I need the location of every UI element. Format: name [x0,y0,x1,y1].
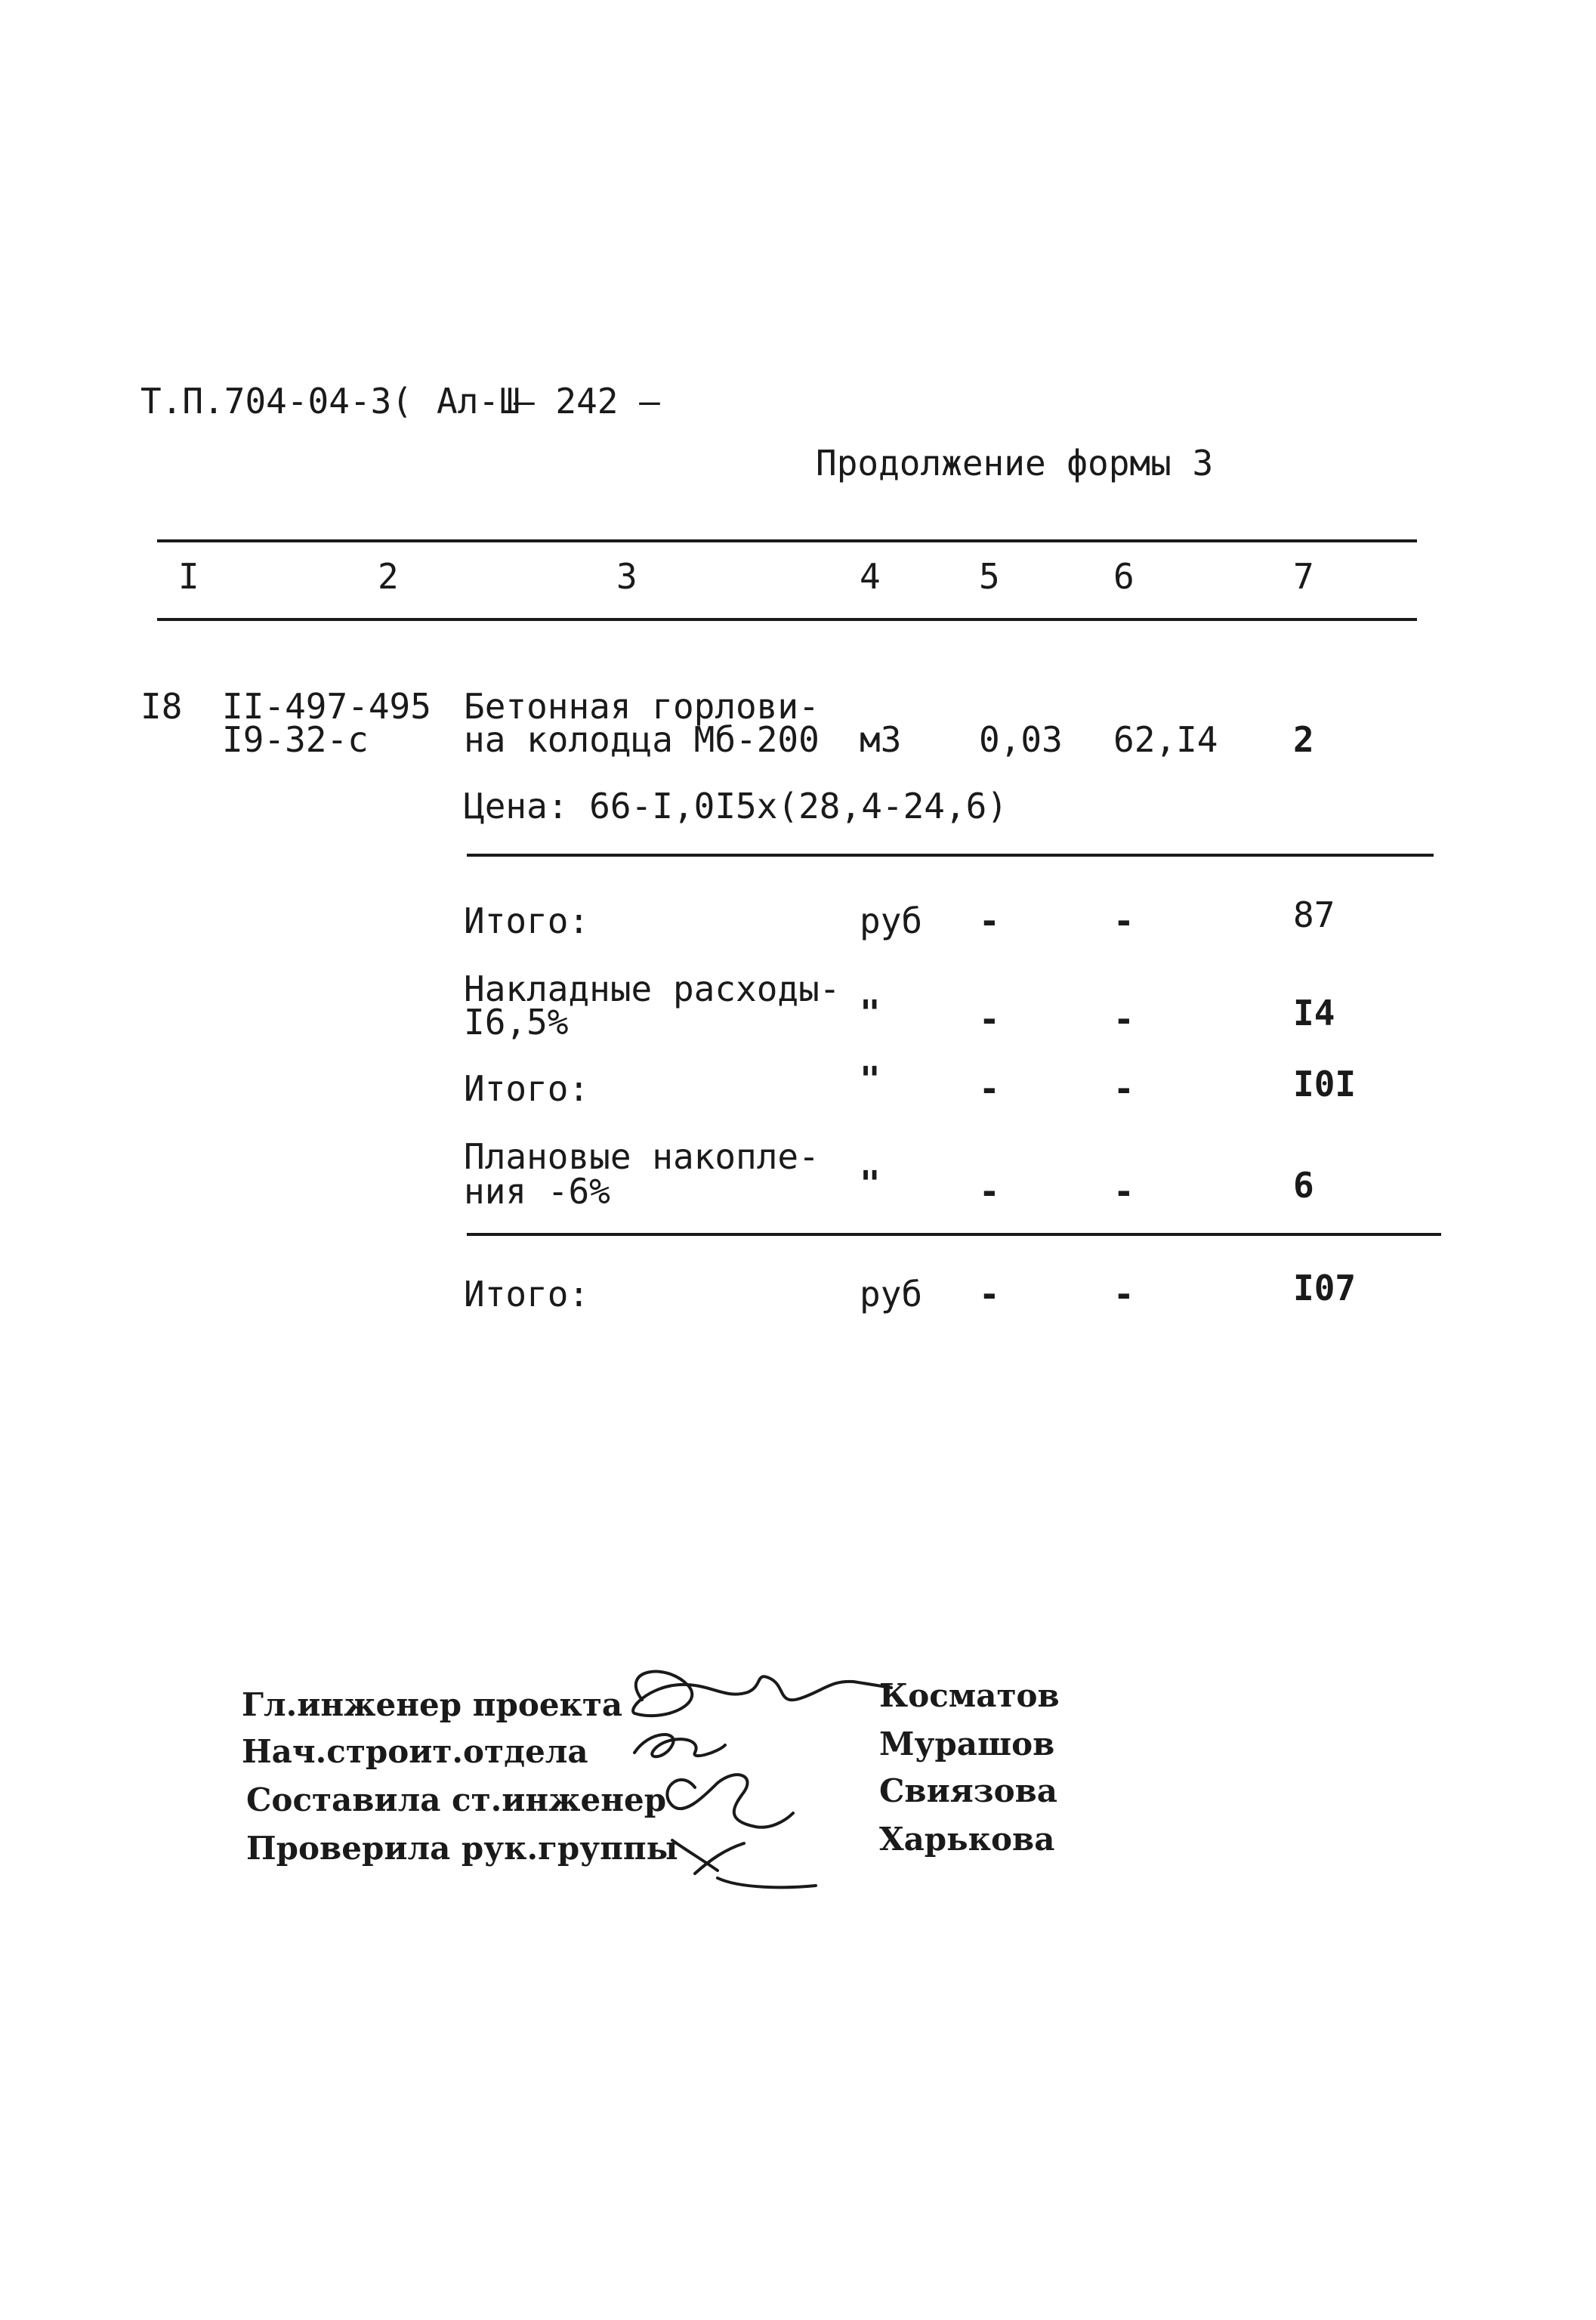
summary-col5: - [979,901,1000,941]
summary-label-line2: ния -6% [464,1171,610,1212]
column-number-6: 6 [1113,556,1134,597]
summary-label: Итого: [464,901,590,941]
column-number-1: I [178,556,199,597]
summary-col5: - [979,999,1000,1040]
summary-col5: - [979,1068,1000,1109]
summary-unit: " [860,1163,881,1204]
summary-col6: - [1113,1068,1134,1109]
signature-role: Гл.инженер проекта [242,1686,623,1723]
summary-col6: - [1113,901,1134,941]
summary-total: I4 [1293,993,1335,1033]
signature-name: Мурашов [879,1725,1055,1762]
signature-role: Составила ст.инженер [246,1781,667,1818]
signature-name: Косматов [879,1677,1060,1714]
item-name-line2: на колодца Мб-200 [464,719,820,760]
column-number-2: 2 [378,556,399,597]
item-name-line1: Бетонная горлови- [464,686,820,727]
page-number: — 242 — [514,381,660,422]
summary-col5: - [979,1171,1000,1212]
signature-role: Нач.строит.отдела [242,1733,588,1770]
summary-unit: " [860,993,881,1033]
final-unit: руб [860,1274,923,1314]
final-total: I07 [1293,1268,1357,1308]
summary-label: Итого: [464,1068,590,1109]
summary-total: 87 [1293,894,1335,935]
signature-stroke-dept-head [634,1735,725,1756]
signature-stroke-reviewer [672,1840,816,1887]
column-number-7: 7 [1293,556,1314,597]
summary-col6: - [1113,1171,1134,1212]
summary-unit: " [860,1059,881,1100]
item-total: 2 [1293,719,1314,760]
document-code: Т.П.704-04-3( [140,381,413,422]
signature-name: Харькова [879,1821,1055,1858]
signature-role: Проверила рук.группы [246,1830,678,1867]
item-number: I8 [140,686,183,727]
album-code: Ал-Ш [437,381,520,422]
summary-label: Накладные расходы- [464,968,841,1009]
column-number-3: 3 [616,556,637,597]
summary-total: 6 [1293,1165,1314,1206]
column-number-4: 4 [860,556,881,597]
summary-col6: - [1113,999,1134,1040]
item-unit: м3 [860,719,902,760]
item-code-line2: I9-32-с [222,719,369,760]
continuation-title: Продолжение формы 3 [816,443,1214,483]
final-col6: - [1113,1274,1134,1314]
summary-unit: руб [860,901,923,941]
signature-name: Свиязова [879,1772,1058,1809]
item-quantity: 0,03 [979,719,1063,760]
final-label: Итого: [464,1274,590,1314]
item-code-line1: II-497-495 [222,686,431,727]
item-price: 62,I4 [1113,719,1218,760]
signature-stroke-chief-engineer [633,1672,891,1716]
summary-label: Плановые накопле- [464,1136,820,1177]
price-note: Цена: 66-I,0I5х(28,4-24,6) [464,786,1008,826]
column-number-5: 5 [979,556,1000,597]
final-col5: - [979,1274,1000,1314]
summary-label-line2: I6,5% [464,1002,569,1043]
signature-stroke-author [667,1775,793,1827]
summary-total: I0I [1293,1064,1357,1104]
